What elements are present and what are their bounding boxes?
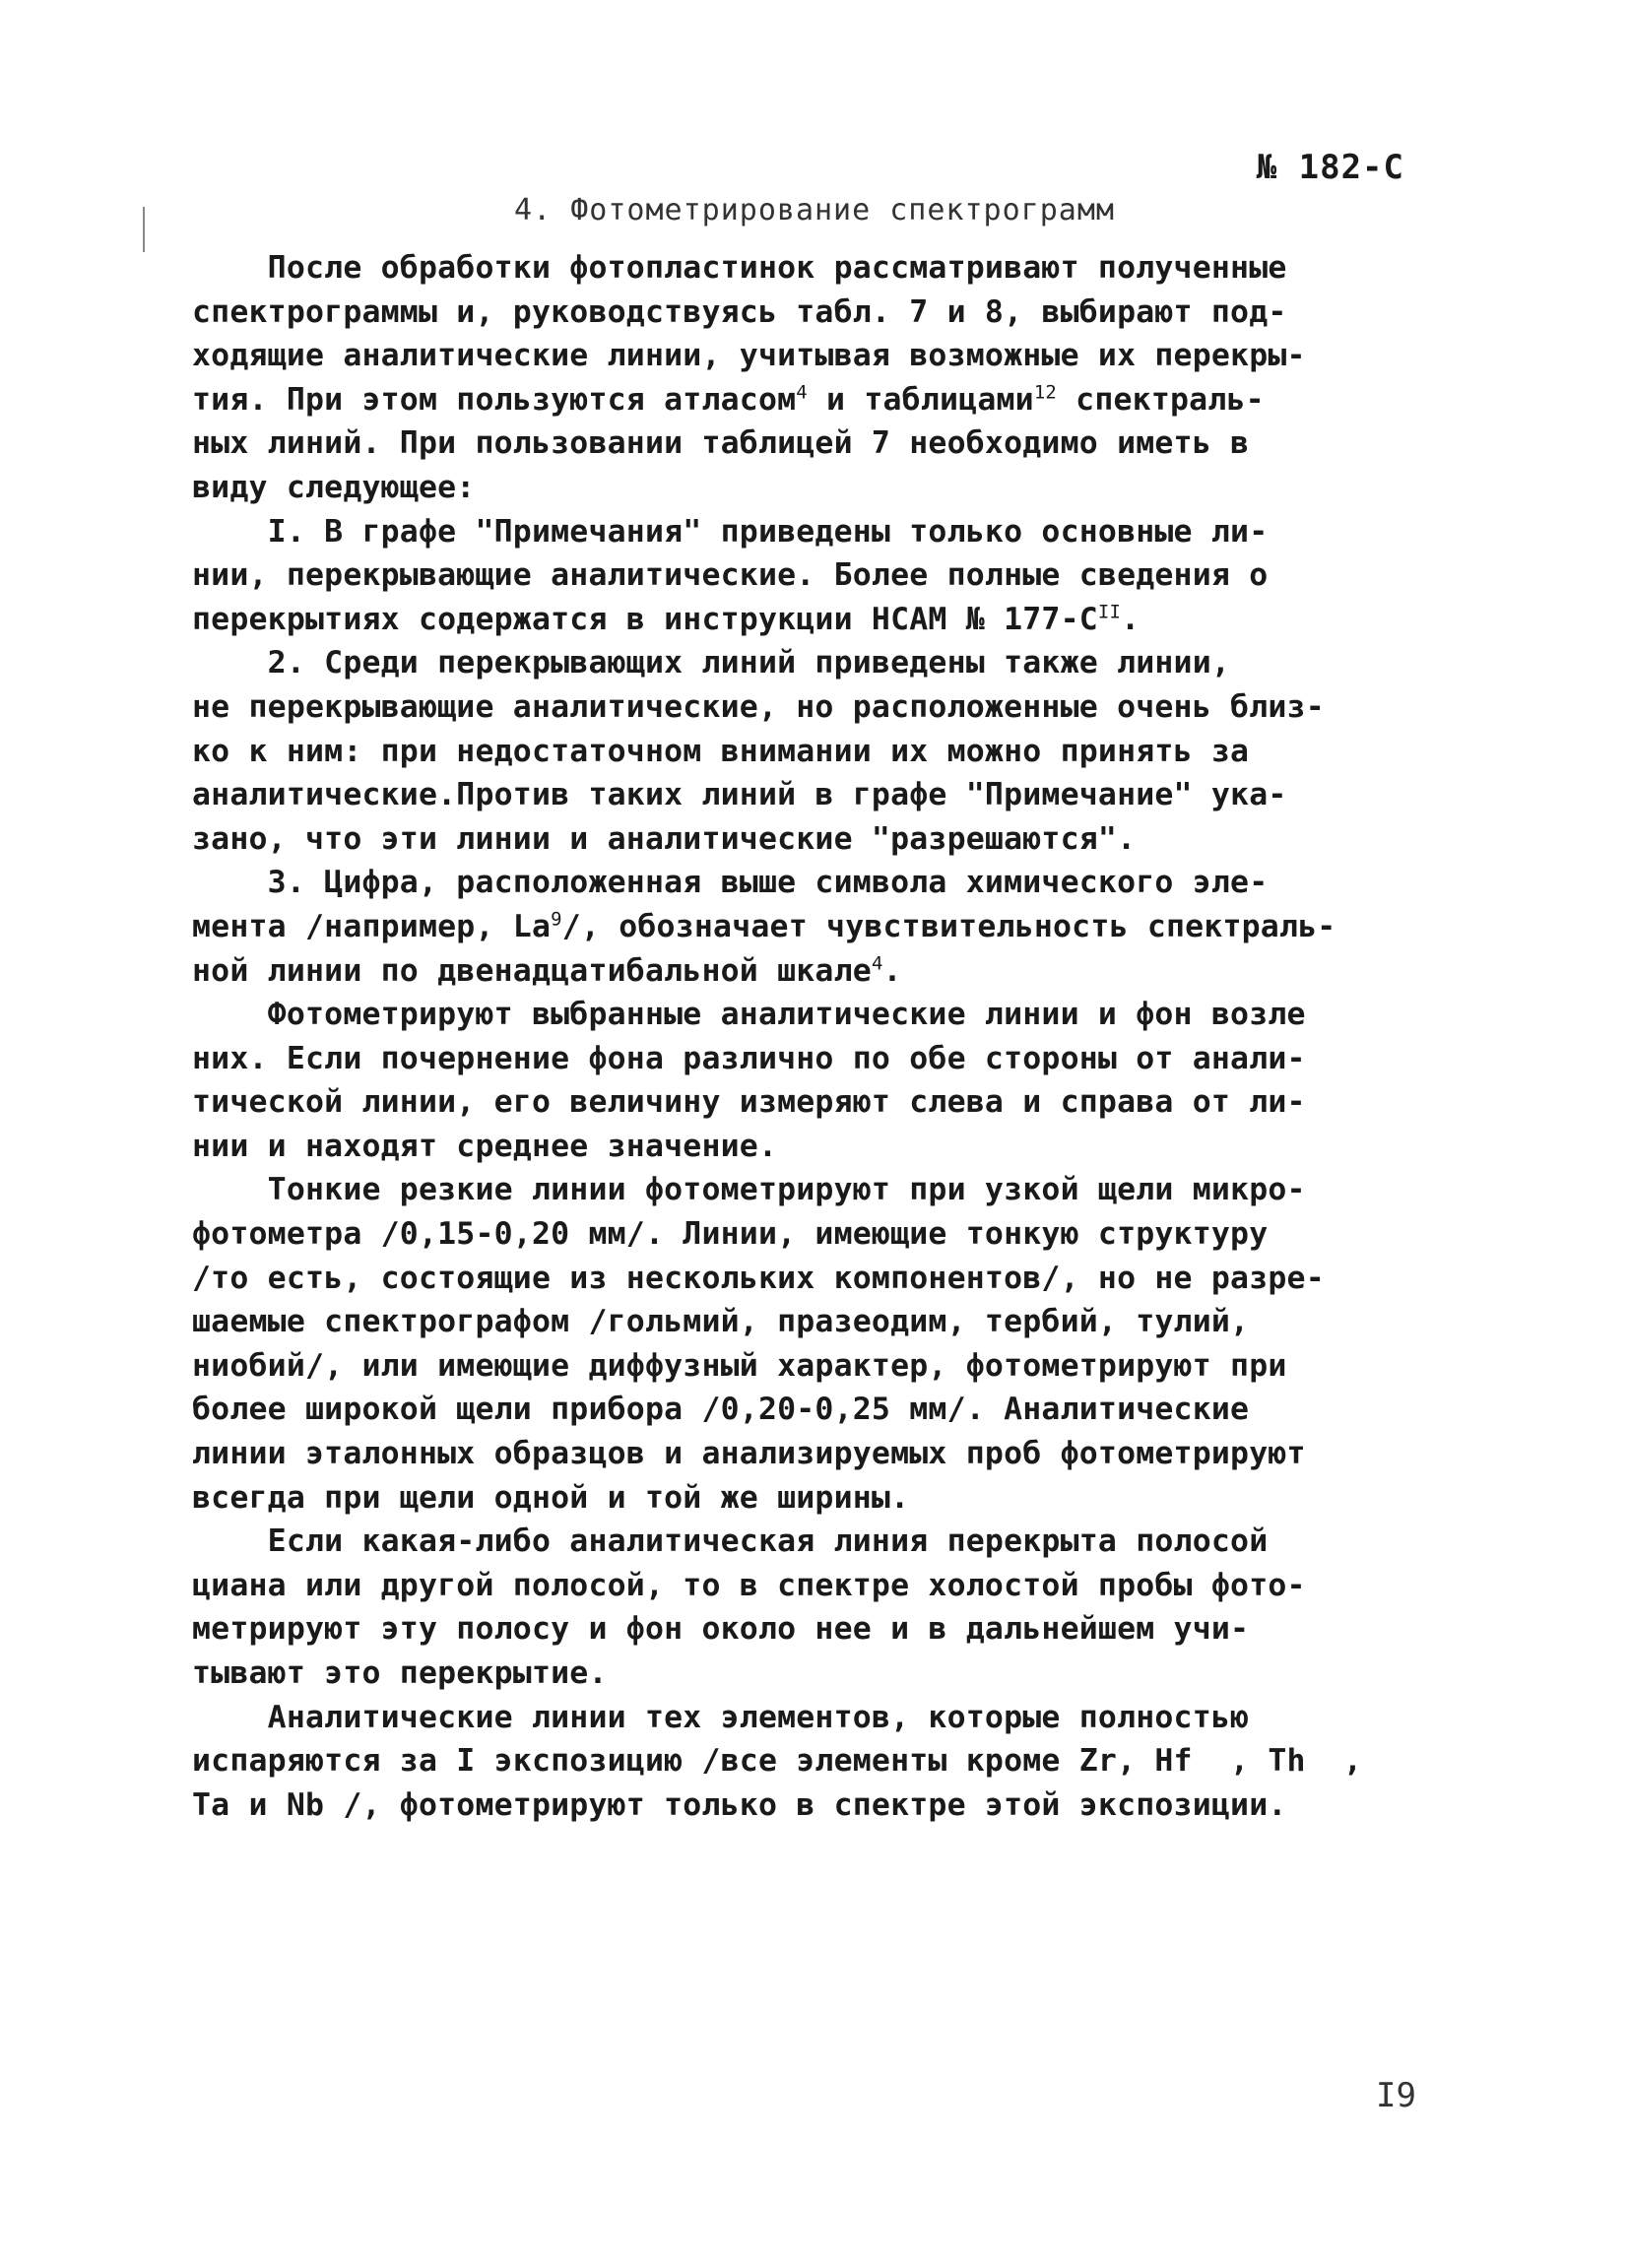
line-text: зано, что эти линии и аналитические "разрешаются". [192,820,1137,857]
line-text: Ta и Nb /, фотометрируют только в спектре этой экспозиции. [192,1786,1287,1823]
line-text: /то есть, состоящие из нескольких компонентов/, но не разре- [192,1260,1325,1296]
text-line [192,1212,1413,1257]
text-line [192,421,1413,466]
text-line [192,993,1413,1037]
line-text: всегда при щели одной и той же ширины. [192,1479,910,1516]
page-number: I9 [1376,2076,1416,2115]
paragraph [192,641,1413,861]
text-line [192,1344,1413,1389]
text-line [192,1388,1413,1432]
text-line [192,773,1413,817]
line-text: 3. Цифра, расположенная выше символа химического эле- [192,865,1269,901]
paragraph [192,861,1413,993]
line-text: ной линии по двенадцатибальной шкале [192,952,872,989]
line-text: нии, перекрывающие аналитические. Более полные сведения о [192,557,1269,594]
text-line [192,1652,1413,1696]
reference-superscript: 9 [551,908,562,931]
text-line [192,1783,1413,1828]
reference-superscript: 12 [1033,381,1057,404]
line-text: тывают это перекрытие. [192,1655,608,1691]
text-line [192,291,1413,335]
line-text: шаемые спектрографом /гольмий, празеодим, тербий, тулий, [192,1304,1250,1340]
line-text: аналитические.Против таких линий в графе "Примечание" ука- [192,777,1287,813]
paragraph [192,246,1413,510]
text-line [192,1168,1413,1212]
text-line [192,685,1413,730]
text-line [192,1037,1413,1081]
paragraph [192,1168,1413,1520]
paragraph [192,1520,1413,1695]
text-line [192,1080,1413,1125]
paragraph [192,993,1413,1168]
text-line [192,553,1413,598]
line-text-continued: и таблицами [807,381,1034,418]
text-line [192,641,1413,685]
line-text: I. В графе "Примечания" приведены только основные ли- [192,513,1269,550]
line-text: ко к ним: при недостаточном внимании их можно принять за [192,733,1250,769]
section-title: 4. Фотометрирование спектрограмм [514,193,1115,227]
line-text-continued: . [882,952,902,989]
text-line [192,1257,1413,1301]
reference-superscript: II [1097,601,1122,623]
text-line [192,598,1413,642]
text-line [192,817,1413,862]
line-text-continued: спектраль- [1057,381,1265,418]
text-line [192,334,1413,378]
line-text: 2. Среди перекрывающих линий приведены также линии, [192,645,1231,681]
line-text: Тонкие резкие линии фотометрируют при узкой щели микро- [192,1172,1306,1208]
line-text: линии эталонных образцов и анализируемых проб фотометрируют [192,1436,1306,1472]
line-text: них. Если почернение фона различно по обе стороны от анали- [192,1040,1306,1076]
line-text: ходящие аналитические линии, учитывая возможные их перекры- [192,338,1306,374]
text-line [192,905,1413,949]
text-line [192,1432,1413,1476]
text-line [192,730,1413,774]
line-text: виду следующее: [192,469,476,505]
line-text: циана или другой полосой, то в спектре холостой пробы фото- [192,1567,1306,1603]
line-text: не перекрывающие аналитические, но расположенные очень близ- [192,688,1325,725]
text-line [192,1300,1413,1344]
text-line [192,466,1413,510]
line-text-continued: /, обозначает чувствительность спектраль- [561,908,1336,944]
text-line [192,1476,1413,1521]
line-text: метрируют эту полосу и фон около нее и в дальнейшем учи- [192,1611,1250,1648]
line-text: мента /например, La [192,908,552,944]
text-line [192,1564,1413,1608]
text-line [192,1607,1413,1652]
text-line [192,1125,1413,1169]
text-line [192,378,1413,422]
line-text: Аналитические линии тех элементов, которые полностью [192,1699,1250,1735]
body-text [192,246,1413,1827]
line-text: ных линий. При пользовании таблицей 7 необходимо иметь в [192,425,1250,462]
text-line [192,1696,1413,1740]
line-text: ниобий/, или имеющие диффузный характер, фотометрируют при [192,1347,1287,1384]
paragraph [192,1696,1413,1828]
line-text: Если какая-либо аналитическая линия перекрыта полосой [192,1523,1269,1560]
document-code: № 182-С [1256,148,1404,187]
line-text: тия. При этом пользуются атласом [192,381,797,418]
line-text: перекрытиях содержатся в инструкции НСАМ № 177-С [192,601,1098,637]
text-line [192,510,1413,554]
line-text: фотометра /0,15-0,20 мм/. Линии, имеющие тонкую структуру [192,1216,1269,1253]
line-text: тической линии, его величину измеряют слева и справа от ли- [192,1084,1306,1121]
reference-superscript: 4 [871,952,883,974]
reference-superscript: 4 [796,381,808,404]
line-text: Фотометрируют выбранные аналитические линии и фон возле [192,997,1306,1033]
line-text-continued: . [1121,601,1140,637]
text-line [192,861,1413,905]
paragraph [192,510,1413,642]
text-line [192,1520,1413,1564]
line-text: спектрограммы и, руководствуясь табл. 7 и 8, выбирают под- [192,293,1287,330]
text-line [192,949,1413,994]
line-text: испаряются за I экспозицию /все элементы кроме Zr, Hf , Th , [192,1743,1363,1780]
text-line [192,246,1413,291]
text-line [192,1739,1413,1783]
line-text: более широкой щели прибора /0,20-0,25 мм/. Аналитические [192,1392,1250,1428]
line-text: нии и находят среднее значение. [192,1128,778,1164]
line-text: После обработки фотопластинок рассматривают полученные [192,250,1287,286]
